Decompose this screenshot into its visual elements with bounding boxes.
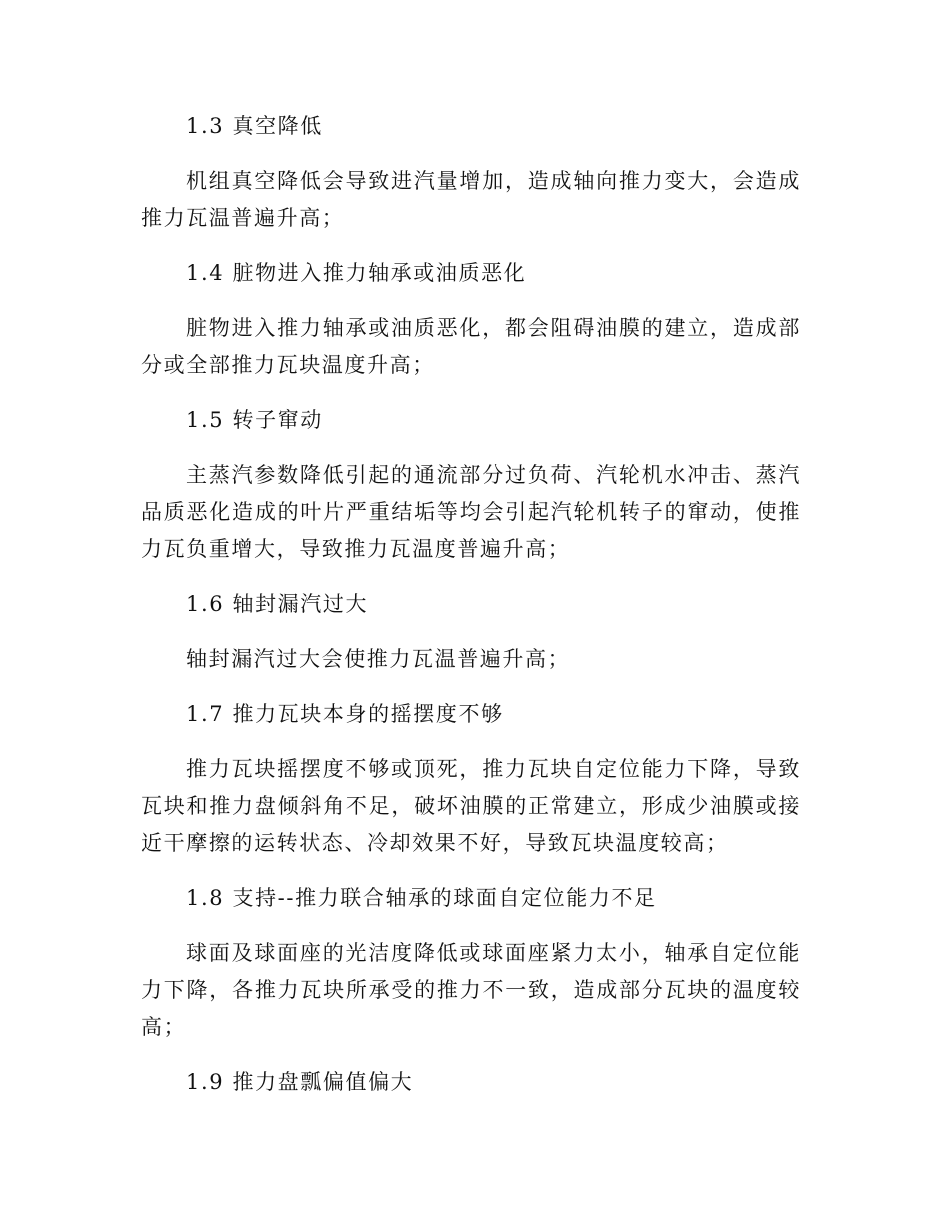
section-paragraph-1-5: 主蒸汽参数降低引起的通流部分过负荷、汽轮机水冲击、蒸汽品质恶化造成的叶片严重结垢等均会引起汽轮机转子的窜动，使推力瓦负重增大，导致推力瓦温度普遍升高； [141,463,801,561]
section-heading-1-7: 1.7 推力瓦块本身的摇摆度不够 [186,702,504,726]
section-paragraph-1-3: 机组真空降低会导致进汽量增加，造成轴向推力变大，会造成推力瓦温普遍升高； [141,169,801,230]
section-paragraph-1-6: 轴封漏汽过大会使推力瓦温普遍升高； [186,647,571,671]
section-paragraph-1-8: 球面及球面座的光洁度降低或球面座紧力太小，轴承自定位能力下降，各推力瓦块所承受的推力不一致，造成部分瓦块的温度较高； [141,941,801,1039]
section-heading-1-9: 1.9 推力盘瓢偏值偏大 [186,1070,414,1094]
section-heading-1-4: 1.4 脏物进入推力轴承或油质恶化 [186,261,527,285]
section-paragraph-1-7: 推力瓦块摇摆度不够或顶死，推力瓦块自定位能力下降，导致瓦块和推力盘倾斜角不足，破坏油膜的正常建立，形成少油膜或接近干摩擦的运转状态、冷却效果不好，导致瓦块温度较高； [141,757,801,855]
section-heading-1-8: 1.8 支持--推力联合轴承的球面自定位能力不足 [186,886,657,910]
section-heading-1-5: 1.5 转子窜动 [186,408,323,432]
section-heading-1-6: 1.6 轴封漏汽过大 [186,592,369,616]
section-paragraph-1-4: 脏物进入推力轴承或油质恶化，都会阻碍油膜的建立，造成部分或全部推力瓦块温度升高； [141,316,801,377]
section-heading-1-3: 1.3 真空降低 [186,114,323,138]
document-body [141,108,801,1119]
